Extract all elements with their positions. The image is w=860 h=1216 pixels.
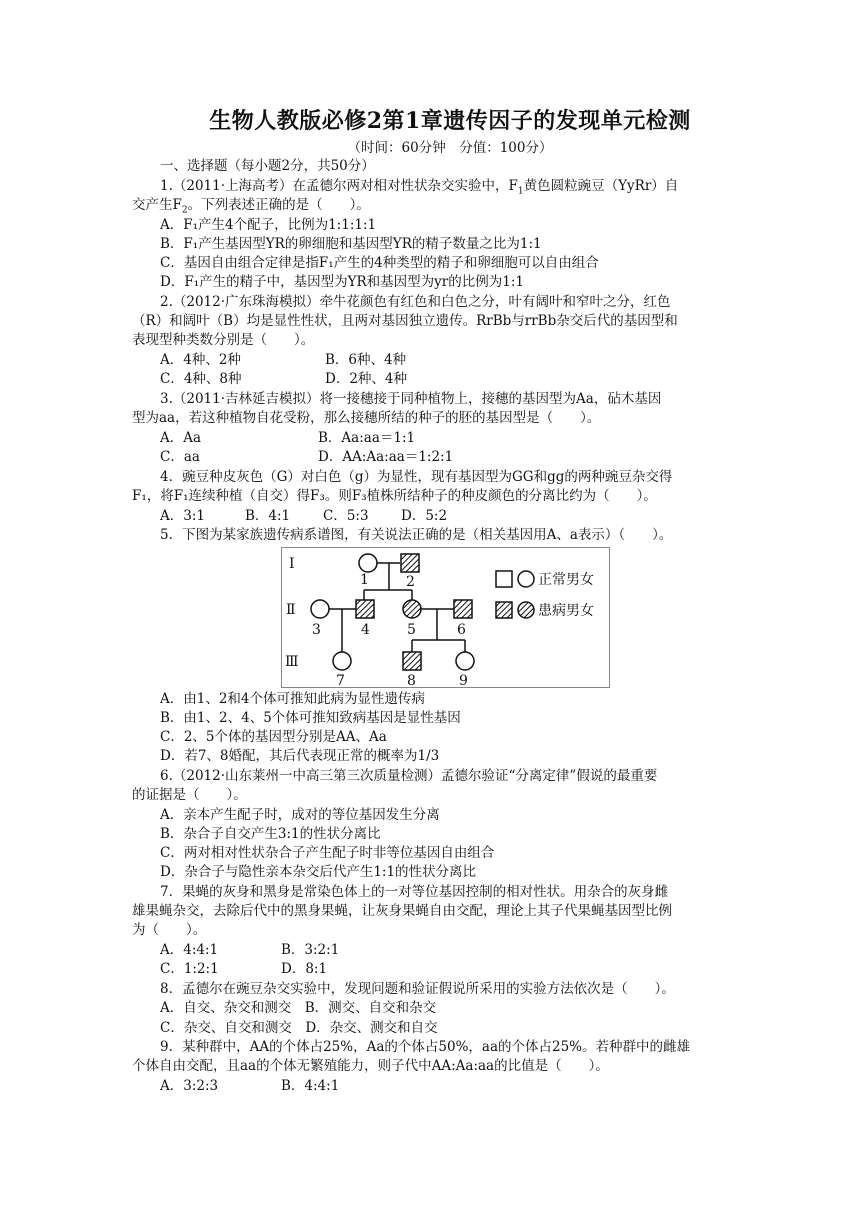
question-6-option-d: D．杂合子与隐性亲本杂交后代产生1:1的性状分离比 [160,864,477,880]
question-3-option-b: B．Aa:aa＝1:1 [318,430,416,446]
individual-7-label: 7 [336,673,345,687]
question-3-option-a: A．Aa [160,430,202,446]
generation-3-label: Ⅲ [285,654,299,670]
question-6-option-b: B．杂合子自交产生3:1的性状分离比 [160,826,381,842]
question-2-option-c: C．4种、8种 [160,371,242,387]
generation-1-label: Ⅰ [289,556,295,572]
question-2-stem: 2.（2012·广东珠海模拟）牵牛花颜色有红色和白色之分，叶有阔叶和窄叶之分，红色 [160,294,671,310]
question-4-option-b: B．4:1 [245,508,291,524]
individual-5 [403,600,421,618]
question-9-stem-cont: 个体自由交配，且aa的个体无繁殖能力，则子代中AA:Aa:aa的比值是（ ）。 [132,1058,609,1074]
question-4-stem: 4．豌豆种皮灰色（G）对白色（g）为显性，现有基因型为GG和gg的两种豌豆杂交得 [160,469,673,485]
question-9-stem: 9．某种群中，AA的个体占25%，Aa的个体占50%，aa的个体占25%。若种群中的雌雄 [160,1039,690,1055]
legend-normal-female-icon [518,571,534,587]
legend-normal-label: 正常男女 [538,572,594,588]
question-5-stem: 5．下图为某家族遗传病系谱图，有关说法正确的是（相关基因用A、a表示）（ ）。 [160,527,673,543]
individual-6 [454,600,472,618]
page-subtitle: （时间：60分钟 分值：100分） [347,140,553,156]
question-1-stem: 1.（2011·上海高考）在孟德尔两对相对性状杂交实验中，$F_1$黄色圆粒豌豆（YyRr）自 [160,178,679,197]
question-2-stem-cont2: 表现型种类数分别是（ ）。 [132,332,315,348]
question-6-option-a: A．亲本产生配子时，成对的等位基因发生分离 [160,807,440,823]
section-heading: 一、选择题（每小题2分，共50分） [160,158,375,174]
question-5-option-b: B．由1、2、4、5个体可推知致病基因是显性基因 [160,710,461,726]
question-1-stem-cont: 交产生$F_2$。下列表述正确的是（ ）。 [132,197,370,216]
question-6-stem-cont: 的证据是（ ）。 [132,787,247,803]
question-1-option-b: B．F₁产生基因型YR的卵细胞和基因型YR的精子数量之比为1:1 [160,236,542,252]
individual-3-label: 3 [312,622,321,638]
question-7-stem: 7．果蝇的灰身和黑身是常染色体上的一对等位基因控制的相对性状。用杂合的灰身雌 [160,884,669,900]
pedigree-chart [281,547,610,688]
question-3-option-d: D．AA:Aa:aa＝1:2:1 [318,449,454,465]
individual-5-label: 5 [407,622,416,638]
individual-1 [359,554,377,572]
individual-1-label: 1 [360,572,369,588]
question-9-option-b: B．4:4:1 [281,1078,340,1094]
page-title: 生物人教版必修2第1章遗传因子的发现单元检测 [209,108,691,134]
individual-9 [456,652,474,670]
question-8-options-ab: A．自交、杂交和测交 B．测交、自交和杂交 [160,1000,437,1016]
individual-8 [403,652,421,670]
question-2-option-d: D．2种、4种 [325,371,408,387]
individual-9-label: 9 [459,673,468,687]
individual-3 [311,600,329,618]
legend-affected-female-icon [518,602,534,618]
question-1-option-d: D．F₁产生的精子中，基因型为YR和基因型为yr的比例为1:1 [160,274,524,290]
individual-2 [401,554,419,572]
question-3-option-c: C．aa [160,449,200,465]
question-8-stem: 8．孟德尔在豌豆杂交实验中，发现问题和验证假说所采用的实验方法依次是（ ）。 [160,981,675,997]
individual-8-label: 8 [407,673,416,687]
question-7-option-c: C．1:2:1 [160,961,219,977]
question-4-option-a: A．3:1 [160,508,205,524]
question-7-option-b: B．3:2:1 [281,942,340,958]
question-3-stem: 3.（2011·吉林延吉模拟）将一接穗接于同种植物上，接穗的基因型为Aa，砧木基因 [160,391,662,407]
question-1-option-c: C．基因自由组合定律是指F₁产生的4种类型的精子和卵细胞可以自由组合 [160,255,599,271]
individual-2-label: 2 [406,574,415,590]
question-6-stem: 6.（2012·山东莱州一中高三第三次质量检测）孟德尔验证“分离定律”假说的最重要 [160,768,658,784]
question-4-option-c: C．5:3 [323,508,369,524]
legend-normal-male-icon [496,571,512,587]
individual-6-label: 6 [457,622,466,638]
question-7-option-d: D．8:1 [281,961,328,977]
question-2-stem-cont: （R）和阔叶（B）均是显性性状，且两对基因独立遗传。RrBb与rrBb杂交后代的基因型和 [132,313,678,329]
question-8-options-cd: C．杂交、自交和测交 D．杂交、测交和自交 [160,1020,438,1036]
question-5-option-d: D．若7、8婚配，其后代表现正常的概率为1/3 [160,748,440,764]
question-5-option-c: C．2、5个体的基因型分别是AA、Aa [160,729,387,745]
question-4-option-d: D．5:2 [401,508,448,524]
question-3-stem-cont: 型为aa，若这种植物自花受粉，那么接穗所结的种子的胚的基因型是（ ）。 [132,410,601,426]
question-1-option-a: A．F₁产生4个配子，比例为1:1:1:1 [160,217,377,233]
question-7-option-a: A．4:4:1 [160,942,219,958]
question-5-option-a: A．由1、2和4个体可推知此病为显性遗传病 [160,691,426,707]
individual-7 [333,652,351,670]
question-2-option-b: B．6种、4种 [325,352,407,368]
individual-4 [356,600,374,618]
question-6-option-c: C．两对相对性状杂合子产生配子时非等位基因自由组合 [160,845,495,861]
question-7-stem-cont: 雄果蝇杂交，去除后代中的黑身果蝇，让灰身果蝇自由交配，理论上其子代果蝇基因型比例 [132,903,672,919]
question-9-option-a: A．3:2:3 [160,1078,219,1094]
generation-2-label: Ⅱ [286,602,296,618]
question-2-option-a: A．4种、2种 [160,352,241,368]
individual-4-label: 4 [361,622,370,638]
legend-affected-male-icon [496,602,512,618]
legend-affected-label: 患病男女 [538,603,594,619]
question-7-stem-cont2: 为（ ）。 [132,922,207,938]
question-4-stem-cont: F₁，将F₁连续种植（自交）得F₃。则F₃植株所结种子的种皮颜色的分离比约为（ ）。 [132,488,657,504]
